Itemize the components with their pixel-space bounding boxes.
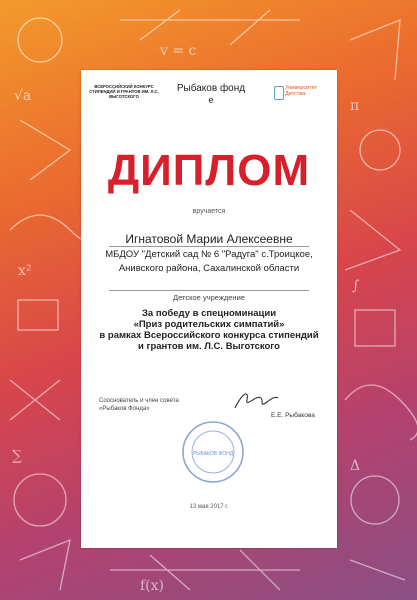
diploma-title: ДИПЛОМ (107, 146, 311, 195)
recipient-name: Игнатовой Марии Алексеевне (125, 232, 293, 246)
reason-line-2: «Приз родительских симпатий» (133, 319, 285, 330)
official-stamp (181, 420, 245, 484)
university-name: Университет Детства (285, 85, 318, 97)
reason-line-4: и грантов им. Л.С. Выготского (138, 341, 280, 352)
svg-text:f(x): f(x) (140, 578, 165, 594)
stamp-text: РЫБАКОВ ФОНД (192, 451, 234, 457)
awarded-label: вручается (192, 208, 226, 215)
reason-line-1: За победу в спецноминации (141, 308, 277, 319)
university-mark-icon (274, 86, 284, 100)
svg-text:x²: x² (18, 263, 32, 279)
founder-line-2: «Рыбаков Фонда» (99, 405, 150, 412)
svg-text:√a: √a (14, 88, 32, 104)
signer-name: Е.Е. Рыбакова (271, 412, 315, 419)
logo-bar (81, 70, 337, 124)
organization-underline (109, 290, 309, 291)
svg-text:∫: ∫ (352, 278, 360, 294)
contest-logo: ВСЕРОССИЙСКИЙ КОНКУРС СТИПЕНДИЙ И ГРАНТОВ ИМ. Л.С. ВЫГОТСКОГО (89, 84, 159, 100)
issue-date: 13 мая 2017 г. (189, 504, 229, 510)
diploma-sheet (81, 70, 337, 548)
svg-text:∑: ∑ (12, 448, 22, 464)
foundation-mark: е (208, 95, 214, 105)
founder-title (99, 398, 199, 413)
organization-line-1: МБДОУ "Детский сад № 6 "Радуга" с.Троицкое, (105, 249, 313, 260)
foundation-name: Рыбаков фонд (176, 83, 246, 94)
foundation-logo (171, 83, 251, 105)
svg-text:Δ: Δ (350, 458, 361, 474)
svg-text:v = c: v = c (160, 43, 197, 59)
award-reason (91, 308, 327, 352)
organization-type: Детское учреждение (173, 293, 245, 302)
recipient-underline (109, 246, 309, 247)
organization-line-2: Анивского района, Сахалинской области (118, 263, 300, 274)
svg-text:π: π (350, 98, 360, 114)
organization (93, 248, 325, 276)
reason-line-3: в рамках Всероссийского конкурса стипендий (99, 330, 319, 341)
founder-line-1: Сооснователь и член совета (99, 398, 179, 404)
